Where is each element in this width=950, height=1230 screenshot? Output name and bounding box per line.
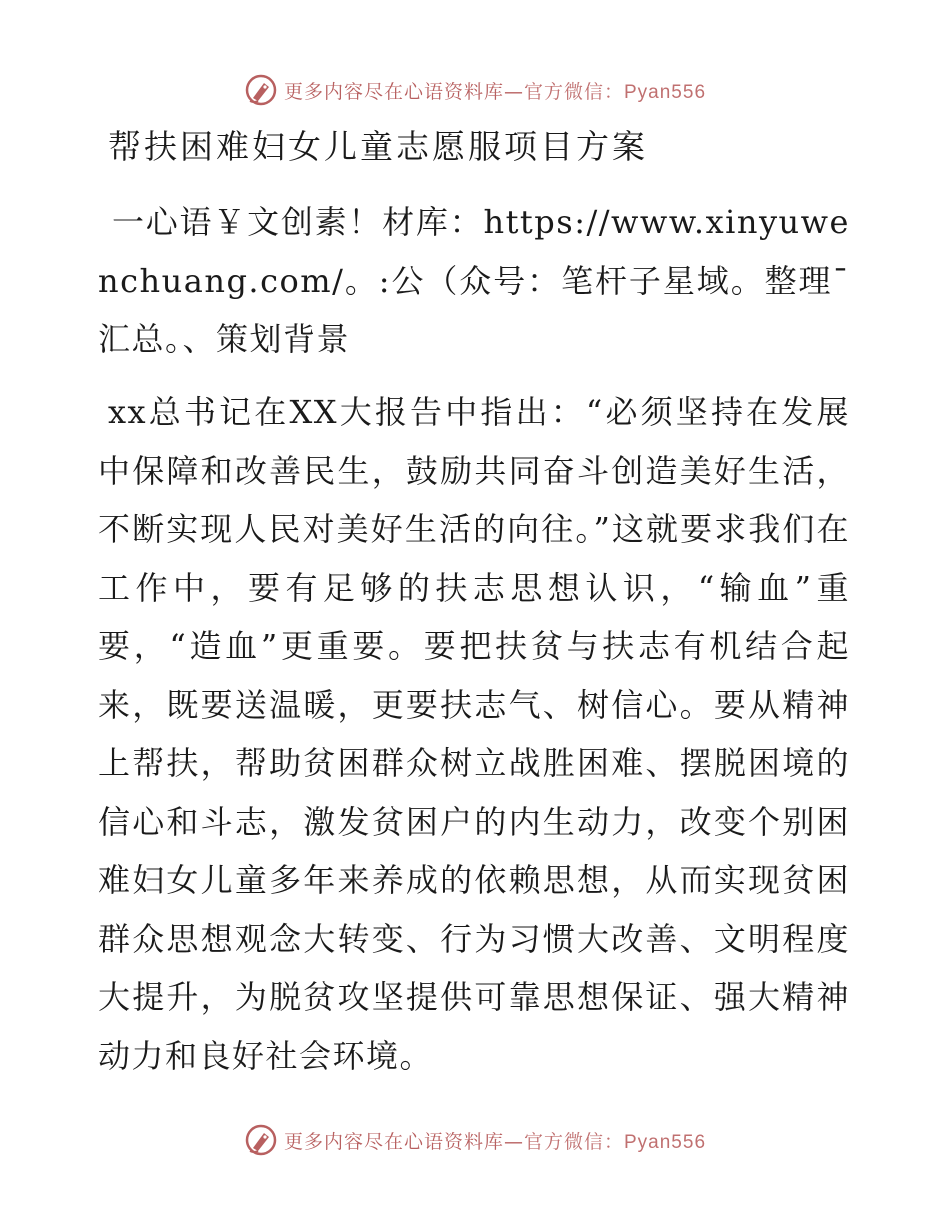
watermark-wechat-label: 官方微信： xyxy=(523,1130,624,1153)
watermark-wechat-label: 官方微信： xyxy=(523,80,624,103)
watermark-brand: 更多内容尽在心语资料库 xyxy=(283,80,504,103)
watermark-dash: — xyxy=(503,1130,524,1153)
document-title: 帮扶困难妇女儿童志愿服项目方案 xyxy=(108,127,648,166)
paragraph-source-note: 一心语￥文创素！材库：https://www.xinyuwenchuang.com/。:公（众号：笔杆子星域。整理¯汇总。、策划背景 xyxy=(98,203,850,358)
watermark-text xyxy=(284,77,706,104)
pen-nib-circle-icon xyxy=(244,73,278,107)
watermark-brand: 更多内容尽在心语资料库 xyxy=(283,1130,504,1153)
footer-watermark xyxy=(0,1120,950,1160)
watermark-dash: — xyxy=(503,80,524,103)
watermark-text xyxy=(284,1127,706,1154)
header-watermark xyxy=(0,70,950,110)
watermark-wechat-id: Pyan556 xyxy=(624,1131,707,1153)
watermark-wechat-id: Pyan556 xyxy=(624,81,707,103)
pen-nib-circle-icon xyxy=(244,1123,278,1157)
paragraph-body: xx总书记在XX大报告中指出：“必须坚持在发展中保障和改善民生，鼓励共同奋斗创造美好生活，不断实现人民对美好生活的向往。”这就要求我们在工作中，要有足够的扶志思想认识，“输血”重要，“造血”更重要。要把扶贫与扶志有机结合起来，既要送温暖，更要扶志气、树信心。要从精神上帮扶，帮助贫困群众树立战胜困难、摆脱困境的信心和斗志，激发贫困户的内生动力，改变个别困难妇女儿童多年来养成的依赖思想，从而实现贫困群众思想观念大转变、行为习惯大改善、文明程度大提升，为脱贫攻坚提供可靠思想保证、强大精神动力和良好社会环境。 xyxy=(98,393,850,1075)
